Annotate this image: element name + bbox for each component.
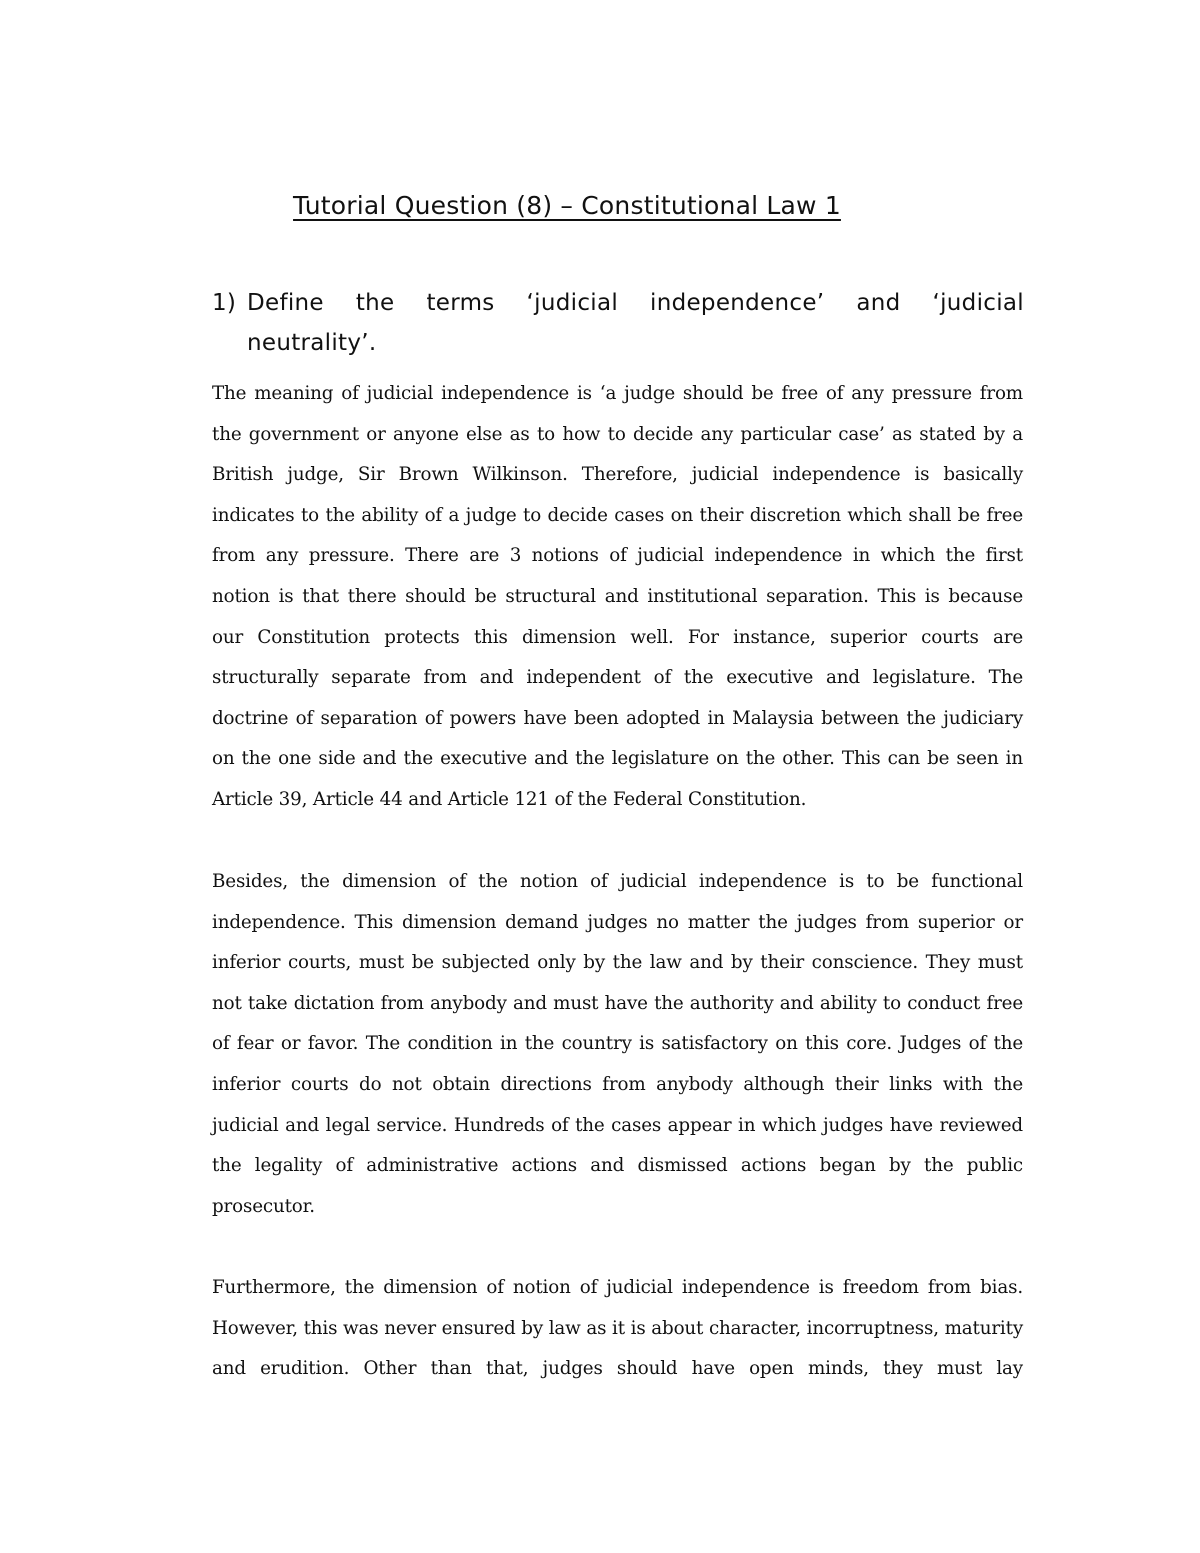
paragraph-functional-independence: Besides, the dimension of the notion of judicial independence is to be functional independence. This dimension demand judges no matter the judges from superior or inferior courts, must be subjected only by the law and by their conscience. They must not take dictation from anybody and must have the authority and ability to conduct free of fear or favor. The condition in the country is satisfactory on this core. Judges of the inferior courts do not obtain directions from anybody although their links with the judicial and legal service. Hundreds of the cases appear in which judges have reviewed the legality of administrative actions and dismissed actions began by the public prosecutor. (212, 871, 1023, 1217)
question-heading (212, 283, 1024, 363)
document-title: Tutorial Question (8) – Constitutional Law 1 (293, 191, 841, 220)
paragraph-structural-separation: The meaning of judicial independence is ‘a judge should be free of any pressure from the government or anyone else as to how to decide any particular case’ as stated by a British judge, Sir Brown Wilkinson. Therefore, judicial independence is basically indicates to the ability of a judge to decide cases on their discretion which shall be free from any pressure. There are 3 notions of judicial independence in which the first notion is that there should be structural and institutional separation. This is because our Constitution protects this dimension well. For instance, superior courts are structurally separate from and independent of the executive and legislature. The doctrine of separation of powers have been adopted in Malaysia between the judiciary on the one side and the executive and the legislature on the other. This can be seen in Article 39, Article 44 and Article 121 of the Federal Constitution. (212, 383, 1023, 810)
paragraph-freedom-from-bias: Furthermore, the dimension of notion of judicial independence is freedom from bias. However, this was never ensured by law as it is about character, incorruptness, maturity and erudition. Other than that, judges should have open minds, they must lay (212, 1277, 1023, 1380)
question-number: 1) (212, 290, 237, 316)
question-text: Define the terms ‘judicial independence’ and ‘judicial neutrality’. (247, 290, 1024, 356)
